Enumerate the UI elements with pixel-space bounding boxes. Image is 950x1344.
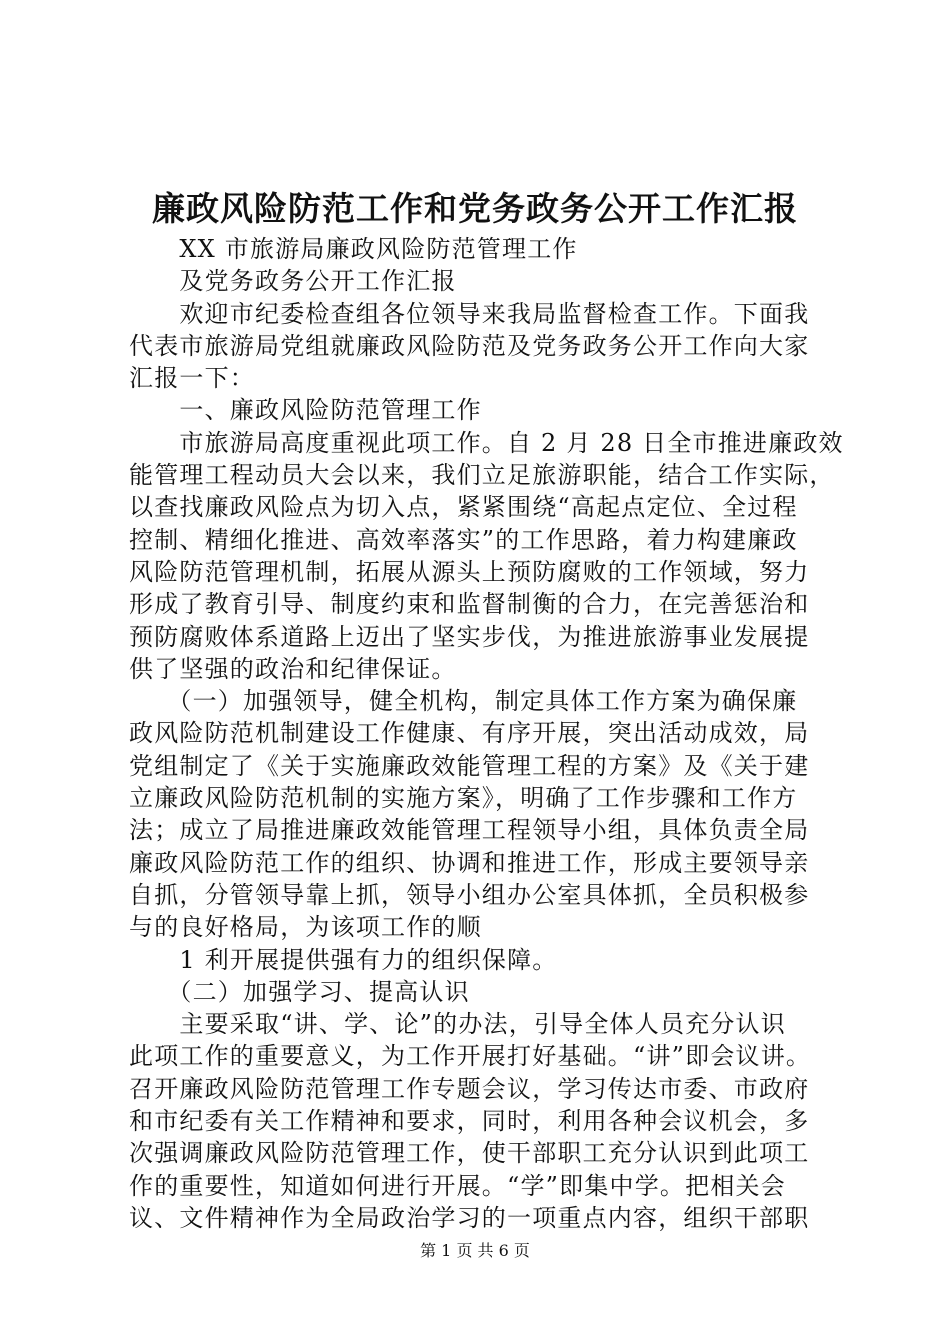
text-line: 召开廉政风险防范管理工作专题会议，学习传达市委、市政府 [129, 1074, 810, 1103]
text-line: 此项工作的重要意义，为工作开展打好基础。“讲”即会议讲。 [129, 1042, 812, 1071]
text-line: 控制、精细化推进、高效率落实”的工作思路，着力构建廉政 [129, 525, 798, 554]
text-line: 供了坚强的政治和纪律保证。 [129, 654, 457, 683]
text-line: 党组制定了《关于实施廉政效能管理工程的方案》及《关于建 [129, 751, 810, 780]
text-line: 主要采取“讲、学、论”的办法，引导全体人员充分认识 [129, 1010, 786, 1039]
text-line: 一、廉政风险防范管理工作 [129, 396, 482, 425]
page-number: 第 1 页 共 6 页 [420, 1241, 530, 1260]
text-line: 代表市旅游局党组就廉政风险防范及党务政务公开工作向大家 [129, 331, 810, 360]
text-line: 市旅游局高度重视此项工作。自 2 月 28 日全市推进廉政效 [129, 428, 844, 457]
text-line: 欢迎市纪委检查组各位领导来我局监督检查工作。下面我 [129, 299, 810, 328]
text-line: 政风险防范机制建设工作健康、有序开展，突出活动成效，局 [129, 719, 810, 748]
text-line: 以查找廉政风险点为切入点，紧紧围绕“高起点定位、全过程 [129, 493, 798, 522]
text-line: 汇报一下： [129, 364, 255, 393]
text-line: 自抓，分管领导靠上抓，领导小组办公室具体抓，全员积极参 [129, 880, 810, 909]
document-body [129, 233, 844, 1234]
text-line: 能管理工程动员大会以来，我们立足旅游职能，结合工作实际， [129, 461, 835, 490]
text-line: XX 市旅游局廉政风险防范管理工作 [129, 235, 578, 263]
text-line: 形成了教育引导、制度约束和监督制衡的合力，在完善惩治和 [129, 590, 810, 619]
text-line: 法；成立了局推进廉政效能管理工程领导小组，具体负责全局 [129, 816, 810, 845]
text-line: 与的良好格局，为该项工作的顺 [129, 913, 482, 942]
text-line: 立廉政风险防范机制的实施方案》，明确了工作步骤和工作方 [129, 784, 798, 813]
text-line: 议、文件精神作为全局政治学习的一项重点内容，组织干部职 [129, 1203, 810, 1232]
text-line: 预防腐败体系道路上迈出了坚实步伐，为推进旅游事业发展提 [129, 622, 810, 651]
text-line: （一）加强领导，健全机构，制定具体工作方案为确保廉 [129, 687, 798, 716]
text-line: 及党务政务公开工作汇报 [129, 267, 457, 296]
text-line: 廉政风险防范工作的组织、协调和推进工作，形成主要领导亲 [129, 848, 810, 877]
document-title: 廉政风险防范工作和党务政务公开工作汇报 [152, 189, 798, 228]
text-line: 和市纪委有关工作精神和要求，同时，利用各种会议机会，多 [129, 1107, 810, 1136]
text-line: 1 利开展提供强有力的组织保障。 [129, 945, 558, 974]
text-line: 风险防范管理机制，拓展从源头上预防腐败的工作领域，努力 [129, 557, 810, 586]
text-line: （二）加强学习、提高认识 [129, 977, 470, 1006]
text-line: 次强调廉政风险防范管理工作，使干部职工充分认识到此项工 [129, 1139, 810, 1168]
text-line: 作的重要性，知道如何进行开展。“学”即集中学。把相关会 [129, 1171, 786, 1200]
